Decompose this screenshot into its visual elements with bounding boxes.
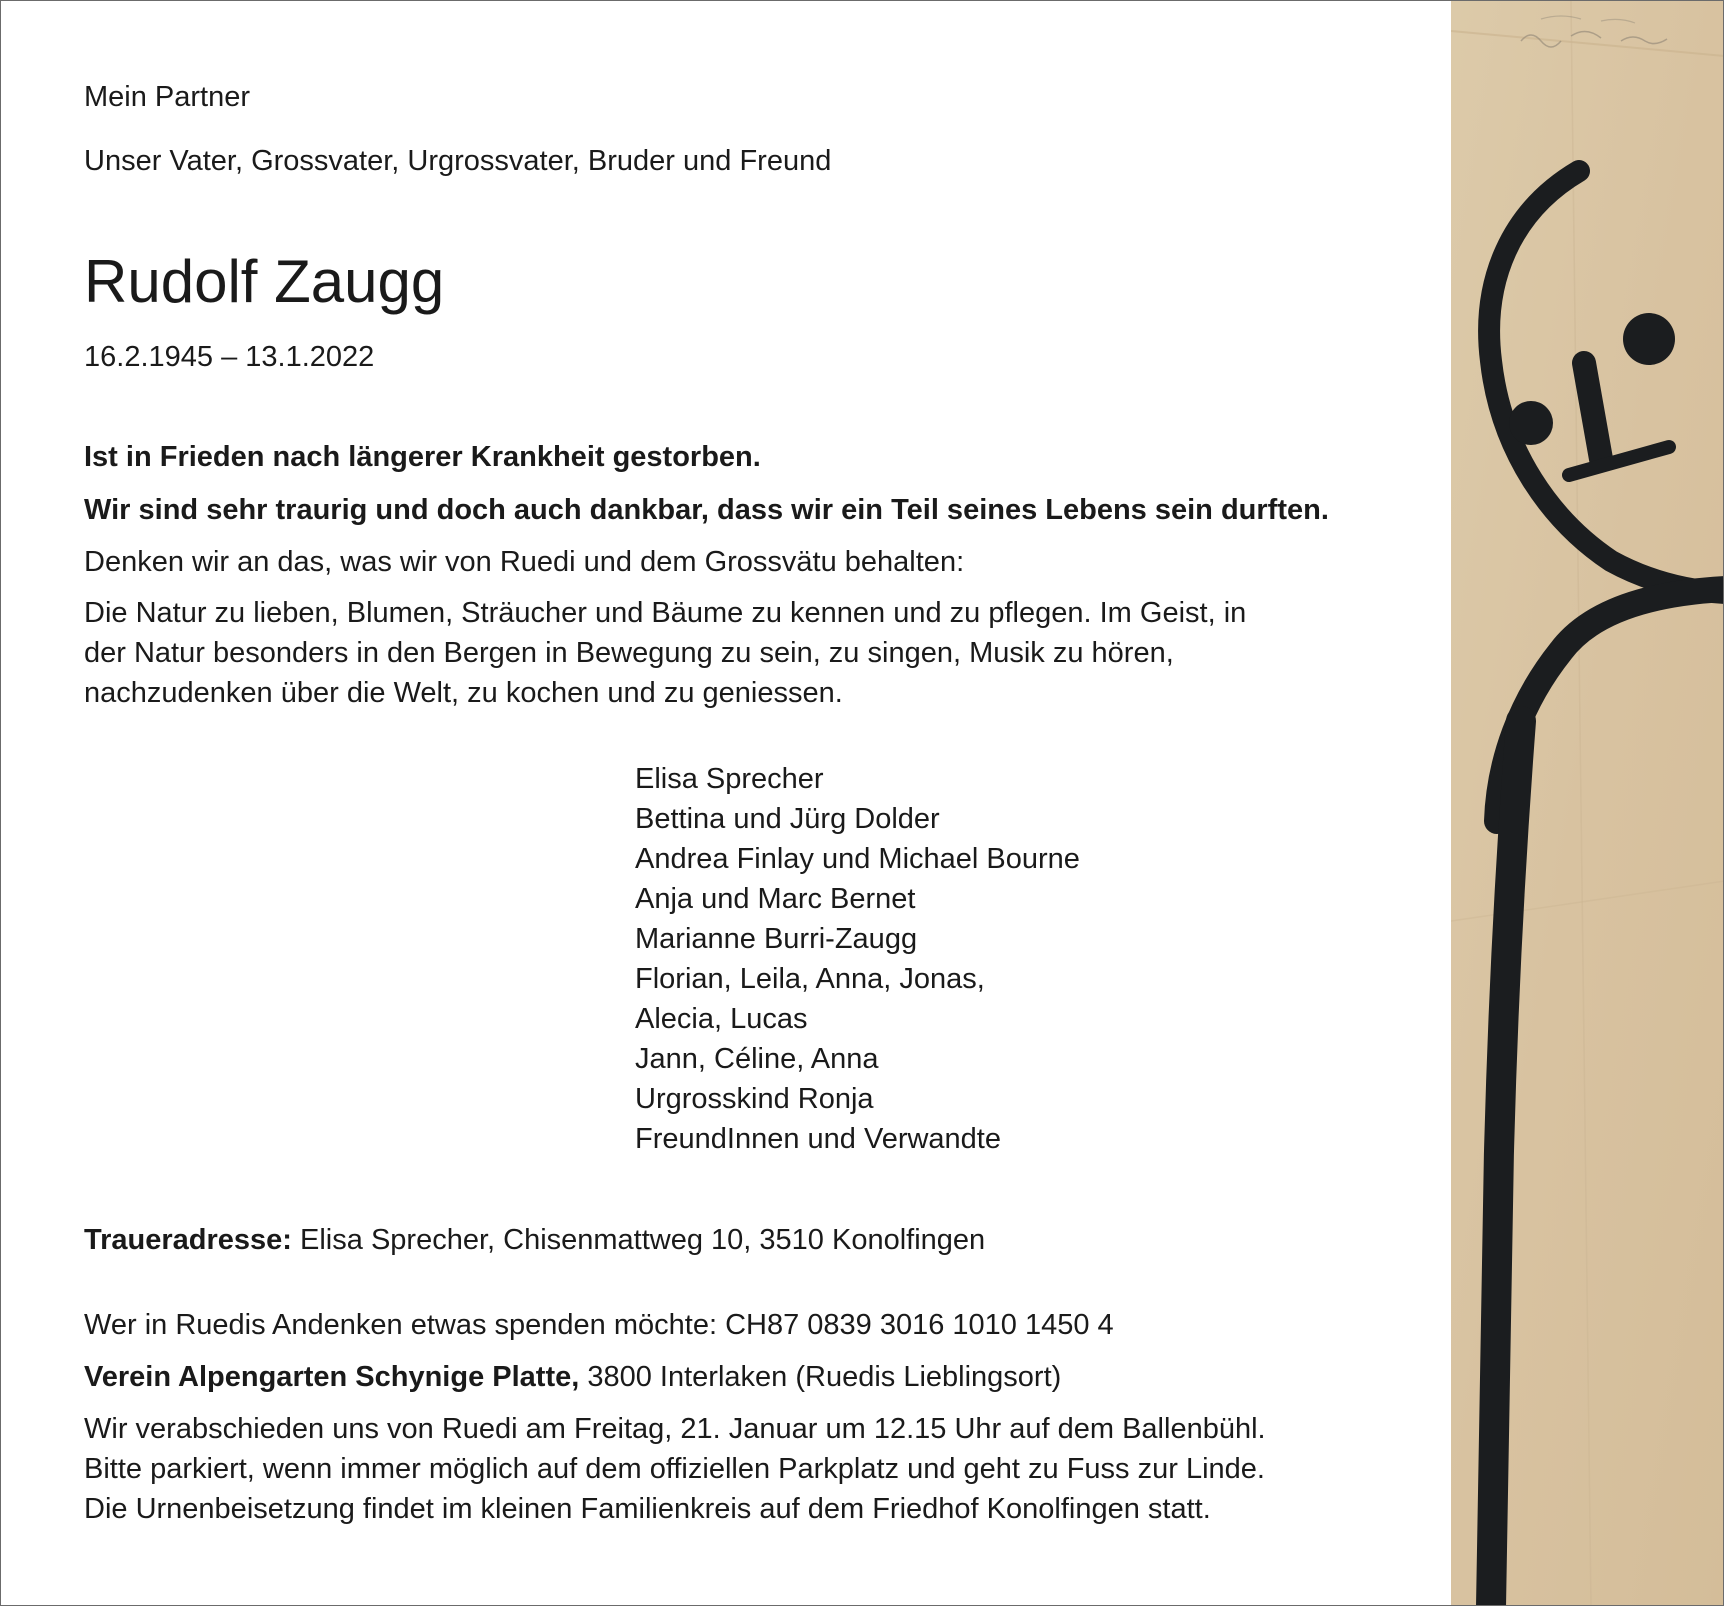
signer: Anja und Marc Bernet — [635, 883, 916, 915]
signer: Marianne Burri-Zaugg — [635, 923, 918, 955]
signer: Alecia, Lucas — [635, 1003, 808, 1035]
brush-figure-artwork — [1451, 1, 1724, 1606]
relation-line-2: Unser Vater, Grossvater, Urgrossvater, Bruder und Freund — [84, 145, 832, 177]
mourning-address-label: Traueradresse: — [84, 1224, 292, 1256]
relation-line-1: Mein Partner — [84, 81, 251, 113]
signer: Jann, Céline, Anna — [635, 1043, 879, 1075]
signers-list — [635, 759, 1080, 1159]
mourning-address — [84, 1220, 985, 1260]
signer: Urgrosskind Ronja — [635, 1083, 874, 1115]
signer: FreundInnen und Verwandte — [635, 1123, 1001, 1155]
message-paragraph-line: nachzudenken über die Welt, zu kochen und zu geniessen. — [84, 677, 843, 709]
donation-org-name: Verein Alpengarten Schynige Platte, — [84, 1361, 580, 1393]
message-paragraph-line: der Natur besonders in den Bergen in Bewegung zu sein, zu singen, Musik zu hören, — [84, 637, 1174, 669]
message-bold-line-1: Ist in Frieden nach längerer Krankheit gestorben. — [84, 441, 761, 473]
brush-figure-icon — [1451, 1, 1724, 1606]
signer: Elisa Sprecher — [635, 763, 824, 795]
mourning-address-value: Elisa Sprecher, Chisenmattweg 10, 3510 Konolfingen — [291, 1224, 986, 1256]
life-dates: 16.2.1945 – 13.1.2022 — [84, 341, 375, 373]
signer: Andrea Finlay und Michael Bourne — [635, 843, 1080, 875]
signer: Florian, Leila, Anna, Jonas, — [635, 963, 985, 995]
donation-organization — [84, 1357, 1061, 1397]
message-paragraph — [84, 593, 1246, 713]
signer: Bettina und Jürg Dolder — [635, 803, 940, 835]
farewell-line: Die Urnenbeisetzung findet im kleinen Familienkreis auf dem Friedhof Konolfingen statt. — [84, 1493, 1211, 1525]
farewell-line: Bitte parkiert, wenn immer möglich auf dem offiziellen Parkplatz und geht zu Fuss zur Linde. — [84, 1453, 1265, 1485]
donation-line: Wer in Ruedis Andenken etwas spenden möchte: CH87 0839 3016 1010 1450 4 — [84, 1309, 1114, 1341]
farewell-line: Wir verabschieden uns von Ruedi am Freitag, 21. Januar um 12.15 Uhr auf dem Ballenbühl. — [84, 1413, 1266, 1445]
message-intro: Denken wir an das, was wir von Ruedi und dem Grossvätu behalten: — [84, 546, 965, 578]
message-bold-line-2: Wir sind sehr traurig und doch auch dankbar, dass wir ein Teil seines Lebens sein durften. — [84, 494, 1329, 526]
donation-org-location: 3800 Interlaken (Ruedis Lieblingsort) — [579, 1361, 1062, 1393]
farewell-paragraph — [84, 1409, 1266, 1529]
message-paragraph-line: Die Natur zu lieben, Blumen, Sträucher und Bäume zu kennen und zu pflegen. Im Geist, in — [84, 597, 1247, 629]
deceased-name: Rudolf Zaugg — [84, 248, 445, 315]
